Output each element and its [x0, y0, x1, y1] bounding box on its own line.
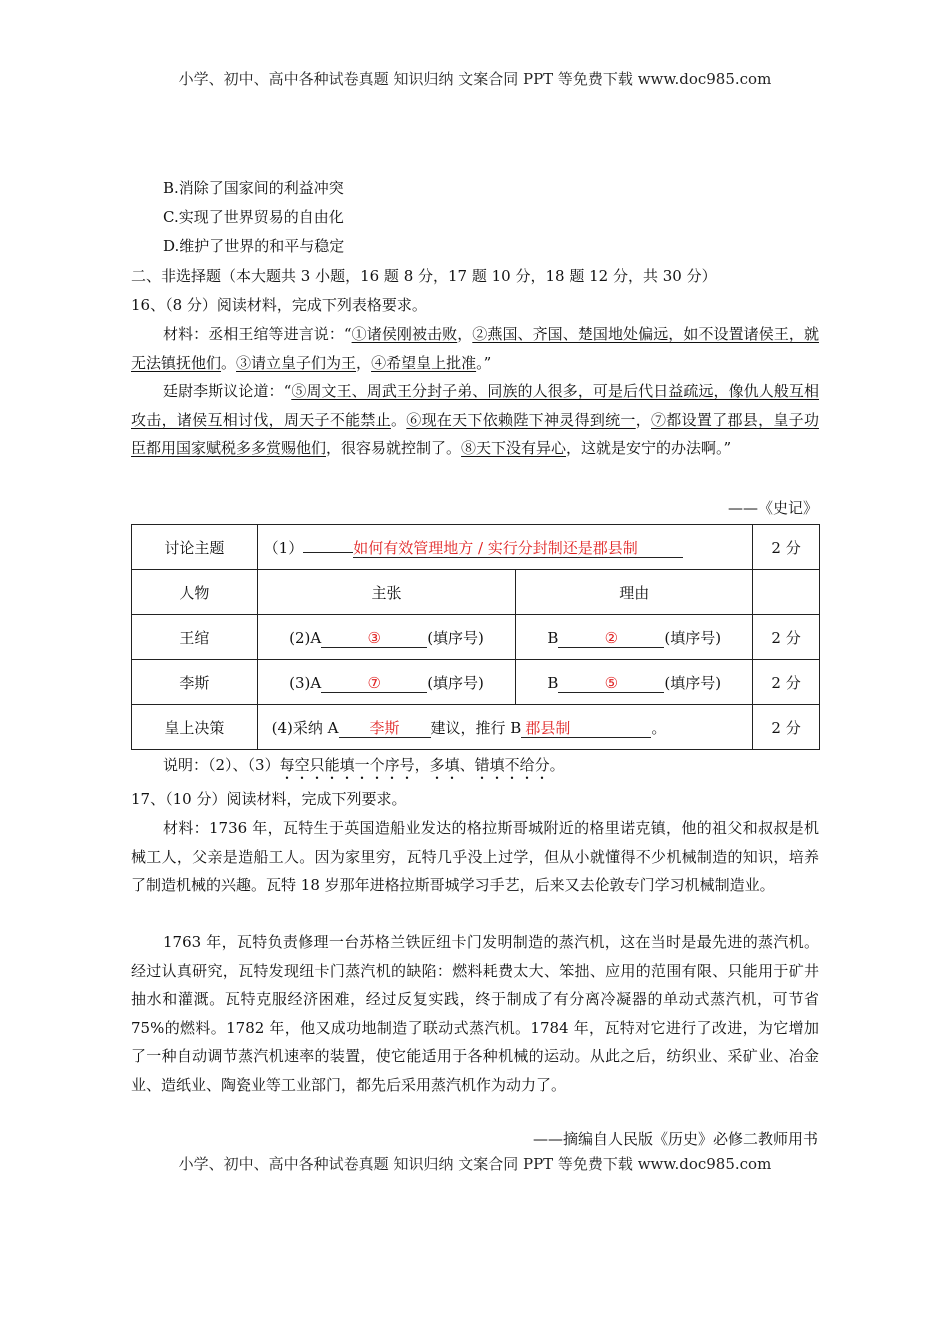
table-cell-answer: (4)采纳 A 李斯 建议，推行 B 郡县制 。	[257, 705, 752, 750]
option-d: D.维护了世界的和平与稳定	[163, 237, 345, 255]
q16-source: ——《史记》	[727, 499, 818, 517]
q16-material-1: 材料：丞相王绾等进言说：“①诸侯刚被击败，②燕国、齐国、楚国地处偏远，如不设置诸侯王，就无法镇抚他们。③请立皇子们为王，④希望皇上批准。”	[131, 325, 819, 372]
table-cell-answer: （1） 如何有效管理地方 / 实行分封制还是郡县制	[257, 525, 752, 570]
q17-material-2: 1763 年，瓦特负责修理一台苏格兰铁匠纽卡门发明制造的蒸汽机，这在当时是最先进的蒸汽机。经过认真研究，瓦特发现纽卡门蒸汽机的缺陷：燃料耗费太大、笨拙、应用的范围有限、只能用于矿井抽水和灌溉。瓦特克服经济困难，经过反复实践，终于制成了有分离冷凝器的单动式蒸汽机，可节省 75%的燃料。1782 年，他又成功地制造了联动式蒸汽机。1784 年，瓦特对它进行了改进，为它增加了一种自动调节蒸汽机速率的装置，使它能适用于各种机械的运动。从此之后，纺织业、采矿业、冶金业、造纸业、陶瓷业等工业部门，都先后采用蒸汽机作为动力了。	[131, 933, 819, 1094]
table-header-reason: 理由	[516, 570, 753, 615]
table-cell-score: 2 分	[753, 705, 820, 750]
table-cell-label: 皇上决策	[132, 705, 258, 750]
table-cell-answer: B ② (填序号)	[516, 615, 753, 660]
option-c: C.实现了世界贸易的自由化	[163, 208, 344, 226]
table-cell-score: 2 分	[753, 615, 820, 660]
table-cell-answer: (2)A ③ (填序号)	[257, 615, 516, 660]
table-cell-score	[753, 570, 820, 615]
table-cell-label: 李斯	[132, 660, 258, 705]
table-row	[132, 525, 820, 570]
q16-title: 16、（8 分）阅读材料，完成下列表格要求。	[131, 296, 427, 314]
table-row	[132, 615, 820, 660]
table-row	[132, 705, 820, 750]
page-header: 小学、初中、高中各种试卷真题 知识归纳 文案合同 PPT 等免费下载 www.doc985.com	[178, 70, 772, 88]
table-cell-answer: B ⑤ (填序号)	[516, 660, 753, 705]
table-note: 说明：（2）、（3）每空只能填一个序号，多填、错填不给分。	[163, 756, 565, 774]
q17-title: 17、（10 分）阅读材料，完成下列要求。	[131, 790, 407, 808]
table-cell-score: 2 分	[753, 525, 820, 570]
section-title: 二、非选择题（本大题共 3 小题，16 题 8 分，17 题 10 分，18 题 12 分，共 30 分）	[131, 267, 717, 285]
table-row	[132, 570, 820, 615]
page-footer: 小学、初中、高中各种试卷真题 知识归纳 文案合同 PPT 等免费下载 www.doc985.com	[178, 1155, 772, 1173]
q17-material-1: 材料：1736 年，瓦特生于英国造船业发达的格拉斯哥城附近的格里诺克镇，他的祖父和叔叔是机械工人，父亲是造船工人。因为家里穷，瓦特几乎没上过学，但从小就懂得不少机械制造的知识，培养了制造机械的兴趣。瓦特 18 岁那年进格拉斯哥城学习手艺，后来又去伦敦专门学习机械制造业。	[131, 819, 819, 894]
table-cell-label: 人物	[132, 570, 258, 615]
table-cell-score: 2 分	[753, 660, 820, 705]
option-b: B.消除了国家间的利益冲突	[163, 179, 344, 197]
table-header-claim: 主张	[257, 570, 516, 615]
table-row	[132, 660, 820, 705]
table-cell-label: 讨论主题	[132, 525, 258, 570]
q17-source: ——摘编自人民版《历史》必修二教师用书	[532, 1130, 818, 1148]
q16-material-2: 廷尉李斯议论道：“⑤周文王、周武王分封子弟、同族的人很多，可是后代日益疏远，像仇人般互相攻击，诸侯互相讨伐，周天子不能禁止。⑥现在天下依赖陛下神灵得到统一，⑦都设置了郡县，皇子功臣都用国家赋税多多赏赐他们，很容易就控制了。⑧天下没有异心，这就是安宁的办法啊。”	[131, 382, 819, 457]
table-cell-answer: (3)A ⑦ (填序号)	[257, 660, 516, 705]
answer-table	[131, 524, 820, 750]
table-cell-label: 王绾	[132, 615, 258, 660]
